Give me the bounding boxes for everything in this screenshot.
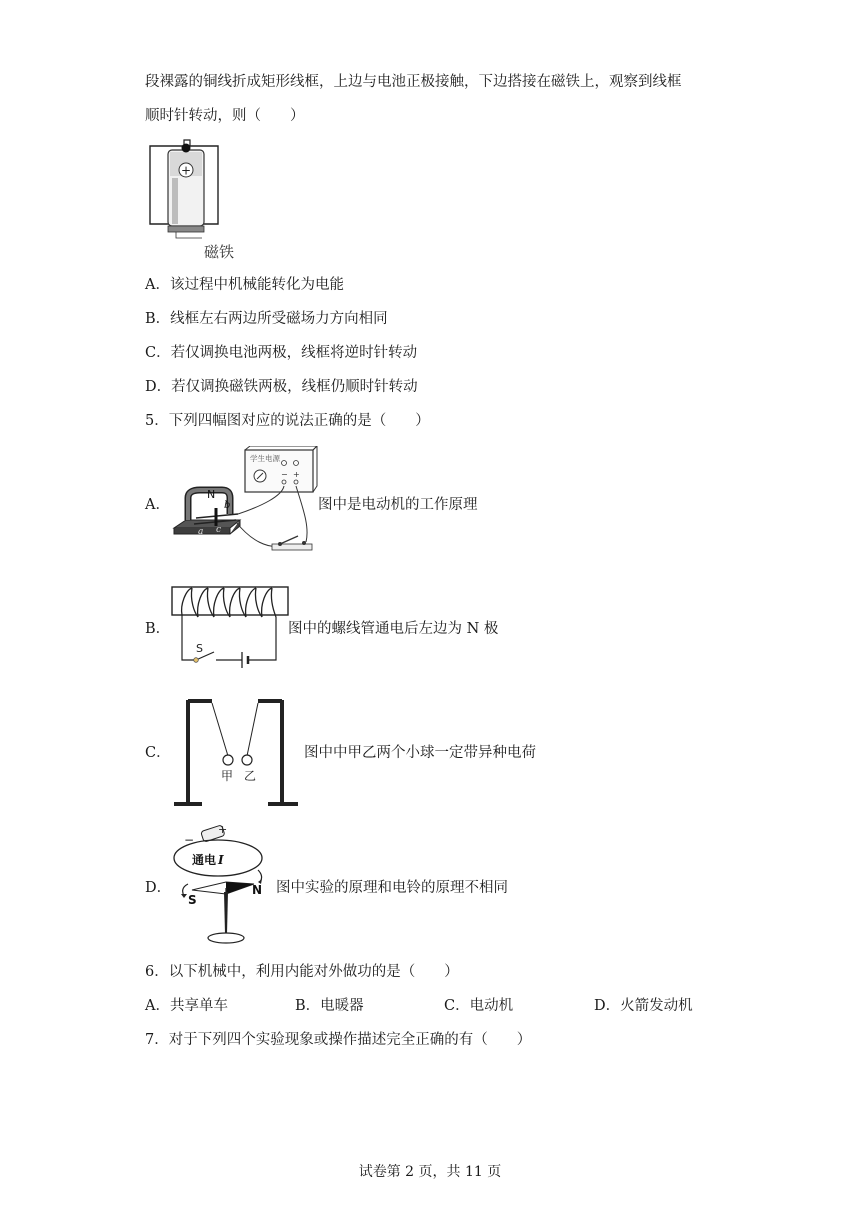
q5-b-letter: B． xyxy=(145,621,171,637)
q4-option-a: A．该过程中机械能转化为电能 xyxy=(145,277,344,293)
q5-a-north-label: N xyxy=(207,488,216,501)
q4-option-c: C．若仅调换电池两极，线框将逆时针转动 xyxy=(145,345,418,361)
q5-a-supply-minus: − xyxy=(281,470,288,479)
q5-a-text: 图中是电动机的工作原理 xyxy=(318,497,478,513)
q6-option-d: D．火箭发动机 xyxy=(594,998,693,1014)
q4-stem-line2: 顺时针转动，则（ ） xyxy=(145,108,305,124)
q5-a-supply-label: 学生电源 xyxy=(250,454,280,463)
q5-a-figure-motor-setup xyxy=(172,446,322,558)
q6-option-b: B．电暖器 xyxy=(295,998,364,1014)
q5-b-text: 图中的螺线管通电后左边为 N 极 xyxy=(288,621,499,637)
q6-option-a: A．共享单车 xyxy=(145,998,228,1014)
q5-a-letter: A． xyxy=(145,497,170,513)
q5-d-figure-oersted xyxy=(170,824,274,948)
q4-option-b: B．线框左右两边所受磁场力方向相同 xyxy=(145,311,388,327)
q5-c-jia-label: 甲 xyxy=(221,769,234,783)
q6-stem: 6．以下机械中，利用内能对外做功的是（ ） xyxy=(145,964,459,980)
page-footer: 试卷第 2 页，共 11 页 xyxy=(358,1164,502,1180)
q5-c-text: 图中中甲乙两个小球一定带异种电荷 xyxy=(304,745,536,761)
q5-b-switch-label: S xyxy=(196,642,203,655)
q5-d-current-symbol: I xyxy=(218,853,224,867)
q5-a-a-label: a xyxy=(198,527,204,537)
q6-option-c: C．电动机 xyxy=(444,998,514,1014)
q4-magnet-label: 磁铁 xyxy=(204,243,235,261)
q5-b-figure-solenoid xyxy=(168,584,292,670)
q5-c-letter: C． xyxy=(145,745,171,761)
q5-c-yi-label: 乙 xyxy=(244,769,257,783)
q4-battery-plus-sign: + xyxy=(180,163,192,178)
q5-d-current-label: 通电 xyxy=(192,853,217,867)
q7-stem: 7．对于下列四个实验现象或操作描述完全正确的有（ ） xyxy=(145,1032,532,1048)
q5-a-supply-plus: + xyxy=(293,470,300,479)
q5-d-letter: D． xyxy=(145,880,172,896)
q5-c-figure-charged-balls xyxy=(170,696,306,808)
q5-stem: 5．下列四幅图对应的说法正确的是（ ） xyxy=(145,413,430,429)
q4-option-d: D．若仅调换磁铁两极，线框仍顺时针转动 xyxy=(145,379,418,395)
q4-figure-battery-frame xyxy=(146,136,246,264)
q5-d-text: 图中实验的原理和电铃的原理不相同 xyxy=(276,880,508,896)
q5-a-c-label: c xyxy=(216,525,222,535)
q5-a-b-label: b xyxy=(224,500,231,511)
q5-d-south-label: S xyxy=(188,893,197,907)
q5-d-north-label: N xyxy=(252,883,263,897)
q5-d-battery-minus: − xyxy=(184,833,195,847)
q4-stem-line1: 段裸露的铜线折成矩形线框，上边与电池正极接触，下边搭接在磁铁上，观察到线框 xyxy=(145,74,682,90)
q5-d-battery-plus: + xyxy=(218,824,228,836)
